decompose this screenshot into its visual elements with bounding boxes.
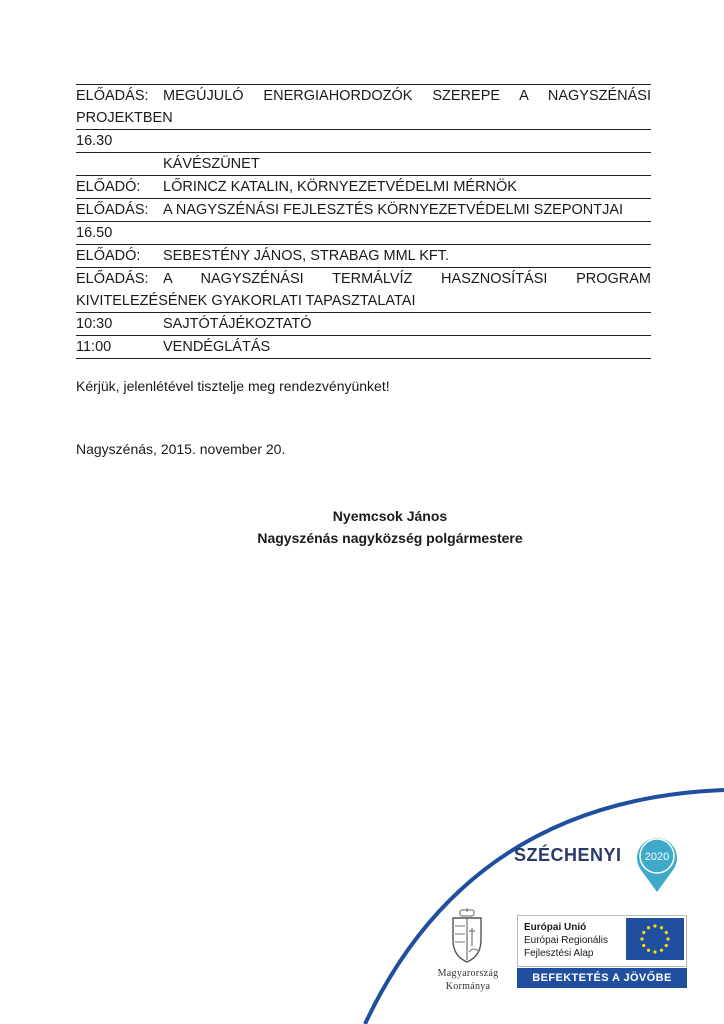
- eu-line-2: Európai Regionális: [524, 935, 608, 946]
- eu-star: [647, 949, 650, 952]
- eu-star: [660, 926, 663, 929]
- agenda-label: 10:30: [76, 316, 113, 332]
- invitation-note: Kérjük, jelenlétével tisztelje meg rendezvényünket!: [76, 378, 390, 394]
- agenda-label: ELŐADÁS:: [76, 88, 149, 104]
- eu-line-3: Fejlesztési Alap: [524, 948, 594, 959]
- eu-star: [640, 937, 643, 940]
- slogan-banner: BEFEKTETÉS A JÖVŐBE: [517, 968, 687, 988]
- government-logo-text: [418, 967, 518, 993]
- eu-star: [653, 924, 656, 927]
- hungarian-coat-of-arms-icon: [448, 908, 486, 964]
- agenda-label: 11:00: [76, 339, 112, 355]
- agenda-text: A NAGYSZÉNÁSI TERMÁLVÍZ HASZNOSÍTÁSI PROGRAM KIVITELEZÉSÉNEK GYAKORLATI TAPASZTALATAI: [76, 271, 651, 309]
- gov-line-2: Kormánya: [445, 981, 491, 992]
- agenda-label: ELŐADÁS:: [76, 202, 149, 218]
- agenda-text: VENDÉGLÁTÁS: [163, 339, 271, 355]
- agenda-text: SAJTÓTÁJÉKOZTATÓ: [163, 316, 312, 332]
- agenda-text: MEGÚJULÓ ENERGIAHORDOZÓK SZEREPE A NAGYSZÉNÁSI PROJEKTBEN: [76, 88, 651, 126]
- szechenyi-year: 2020: [644, 851, 670, 863]
- szechenyi-2020-pin-icon: [633, 832, 681, 894]
- agenda-label: ELŐADÓ:: [76, 248, 141, 264]
- gov-line-1: Magyarország: [437, 968, 499, 979]
- agenda-text: KÁVÉSZÜNET: [163, 156, 260, 172]
- dateline: Nagyszénás, 2015. november 20.: [76, 441, 286, 457]
- eu-star: [647, 926, 650, 929]
- eu-star: [665, 944, 668, 947]
- agenda-label: ELŐADÓ:: [76, 179, 141, 195]
- agenda-text: A NAGYSZÉNÁSI FEJLESZTÉS KÖRNYEZETVÉDELMI SZEPONTJAI: [163, 202, 624, 218]
- eu-star: [642, 944, 645, 947]
- szechenyi-logo-text: SZÉCHENYI: [514, 845, 622, 865]
- eu-star: [653, 950, 656, 953]
- eu-star: [642, 931, 645, 934]
- signatory-title: Nagyszénás nagyközség polgármestere: [257, 530, 523, 546]
- eu-star: [665, 931, 668, 934]
- eu-line-1: Európai Unió: [524, 922, 587, 933]
- agenda-label: 16.50: [76, 225, 113, 241]
- eu-flag-icon: [626, 918, 684, 960]
- agenda-label: 16.30: [76, 133, 113, 149]
- eu-star: [660, 949, 663, 952]
- agenda-text: LŐRINCZ KATALIN, KÖRNYEZETVÉDELMI MÉRNÖK: [163, 179, 517, 195]
- eu-logo-text: [524, 921, 608, 960]
- eu-star: [666, 937, 669, 940]
- signatory-name: Nyemcsok János: [332, 508, 448, 524]
- agenda-text: SEBESTÉNY JÁNOS, STRABAG MML KFT.: [163, 248, 450, 264]
- agenda-label: ELŐADÁS:: [76, 271, 149, 287]
